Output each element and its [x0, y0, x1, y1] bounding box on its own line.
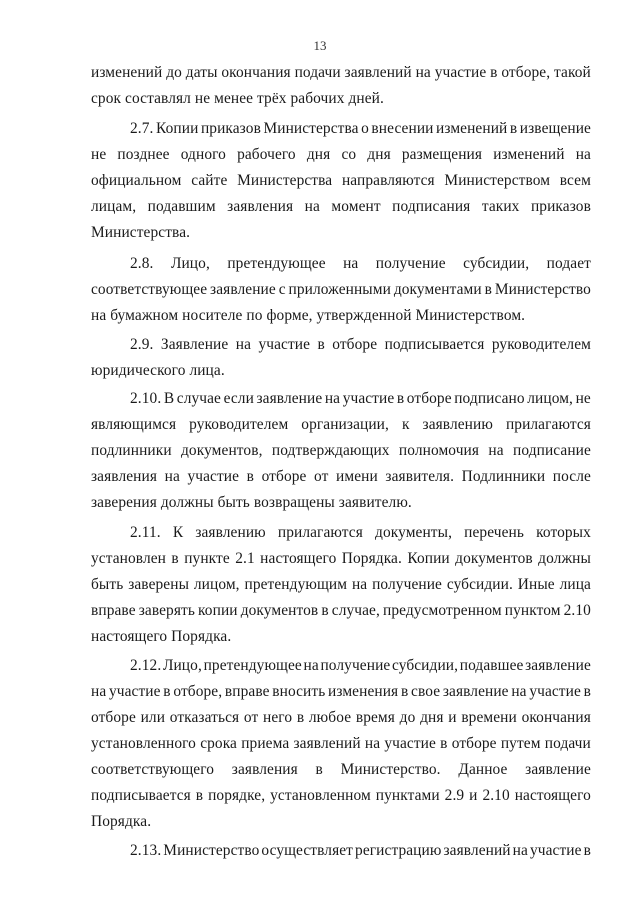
text-line: на бумажном носителе по форме, утвержденной Министерством.	[91, 307, 526, 324]
text-line: 2.11. К заявлению прилагаются документы, перечень которых	[130, 524, 591, 541]
text-line: заявления на участие в отборе от имени заявителя. Подлинники после	[91, 468, 591, 485]
text-line: официальном сайте Министерства направляются Министерством всем	[91, 172, 591, 189]
text-line: 2.12. Лицо, претендующее на получение субсидии, подавшее заявление	[130, 657, 591, 674]
text-line: быть заверены лицом, претендующим на получение субсидии. Иные лица	[91, 576, 591, 593]
text-line: вправе заверять копии документов в случае, предусмотренном пунктом 2.10	[91, 602, 591, 619]
text-line: 2.10. В случае если заявление на участие в отборе подписано лицом, не	[130, 390, 591, 407]
text-line: установленного срока приема заявлений на участие в отборе путем подачи	[91, 735, 591, 752]
text-line: подписывается в порядке, установленном пунктами 2.9 и 2.10 настоящего	[91, 787, 591, 804]
text-line: на участие в отборе, вправе вносить изменения в свое заявление на участие в	[91, 683, 591, 700]
text-line: 2.7. Копии приказов Министерства о внесении изменений в извещение	[130, 120, 591, 137]
text-line: Порядка.	[91, 813, 152, 830]
text-line: 2.8. Лицо, претендующее на получение субсидии, подает	[130, 255, 591, 272]
text-line: изменений до даты окончания подачи заявлений на участие в отборе, такой	[91, 64, 591, 81]
text-line: являющимся руководителем организации, к заявлению прилагаются	[91, 416, 591, 433]
text-line: лицам, подавшим заявления на момент подписания таких приказов	[91, 198, 591, 215]
text-line: 2.13. Министерство осуществляет регистрацию заявлений на участие в	[130, 842, 591, 859]
text-line: срок составлял не менее трёх рабочих дней.	[91, 90, 384, 107]
text-line: отборе или отказаться от него в любое время до дня и времени окончания	[91, 709, 591, 726]
text-line: установлен в пункте 2.1 настоящего Порядка. Копии документов должны	[91, 550, 591, 567]
text-line: 2.9. Заявление на участие в отборе подписывается руководителем	[130, 336, 591, 353]
text-line: заверения должны быть возвращены заявителю.	[91, 494, 412, 511]
page-number: 13	[313, 38, 327, 53]
text-line: Министерства.	[91, 224, 191, 241]
text-line: настоящего Порядка.	[91, 628, 232, 645]
text-line: подлинники документов, подтверждающих полномочия на подписание	[91, 442, 591, 459]
text-line: юридического лица.	[91, 362, 225, 379]
text-line: соответствующее заявление с приложенными документами в Министерство	[91, 281, 591, 298]
text-line: не позднее одного рабочего дня со дня размещения изменений на	[91, 146, 591, 163]
text-line: соответствующего заявления в Министерство. Данное заявление	[91, 761, 591, 778]
